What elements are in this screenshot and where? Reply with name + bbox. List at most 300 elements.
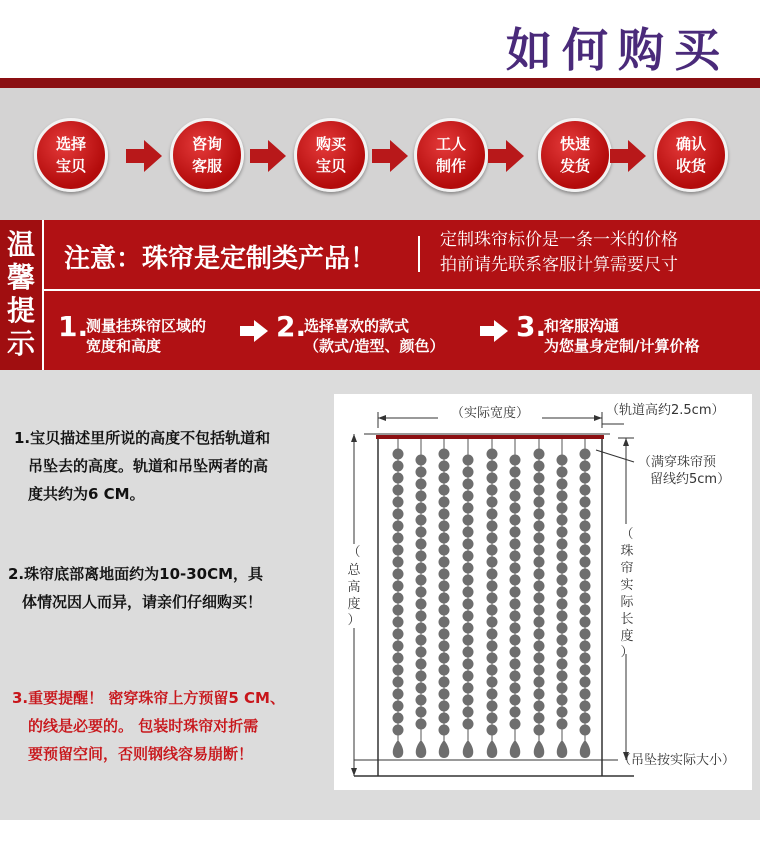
bead [580, 509, 591, 520]
vertical-char: 际 [620, 595, 634, 610]
bead [557, 479, 568, 490]
bead [487, 689, 498, 700]
bead [534, 521, 545, 532]
bead [393, 569, 404, 580]
bead [534, 473, 545, 484]
note-line: 2.珠帘底部离地面约为10-30CM，具 [8, 565, 264, 583]
step-fast-delivery [538, 118, 612, 192]
step-select-item [34, 118, 108, 192]
bead [557, 467, 568, 478]
bead [393, 605, 404, 616]
bead [557, 587, 568, 598]
bead [393, 509, 404, 520]
purchase-steps [0, 88, 760, 220]
bead [510, 623, 521, 634]
bead [557, 599, 568, 610]
step-consult-service [170, 118, 244, 192]
bead [510, 611, 521, 622]
bead [463, 695, 474, 706]
bead-strand [557, 439, 568, 758]
bead [510, 479, 521, 490]
bead [580, 557, 591, 568]
bead [557, 623, 568, 634]
bead [393, 689, 404, 700]
vertical-char: 度 [620, 629, 634, 644]
note-important-reminder [12, 684, 285, 768]
vertical-char: （ [347, 545, 361, 560]
bead [534, 605, 545, 616]
note-height-exclusion [14, 424, 270, 508]
bead [510, 527, 521, 538]
tip-contact-service [544, 316, 699, 356]
bead [557, 539, 568, 550]
bead [557, 611, 568, 622]
vertical-char: 实 [620, 578, 634, 593]
bead [393, 449, 404, 460]
bead [510, 659, 521, 670]
arrow-right-icon [390, 140, 408, 172]
bead [439, 617, 450, 628]
bead [487, 701, 498, 712]
bead [416, 479, 427, 490]
total-height-label [347, 545, 361, 628]
bead [463, 455, 474, 466]
bead [557, 683, 568, 694]
bead [463, 575, 474, 586]
bead [463, 635, 474, 646]
bead [393, 521, 404, 532]
bead [510, 575, 521, 586]
bead [393, 653, 404, 664]
curtain-rail [376, 435, 604, 439]
bead [487, 581, 498, 592]
tip-line: 宽度和高度 [86, 337, 162, 355]
bead [534, 449, 545, 460]
bead [510, 551, 521, 562]
bead [393, 701, 404, 712]
vertical-char: 长 [620, 612, 634, 627]
bead [416, 611, 427, 622]
bead [557, 671, 568, 682]
arrow-right-icon [144, 140, 162, 172]
bead [487, 641, 498, 652]
bead [580, 653, 591, 664]
note-floor-distance [8, 560, 263, 616]
bead [510, 671, 521, 682]
step-label: 确认 [675, 135, 706, 153]
bead [510, 647, 521, 658]
vertical-char: 珠 [620, 544, 634, 559]
bead [510, 695, 521, 706]
bead-strands [393, 439, 591, 758]
bead [487, 617, 498, 628]
bead [487, 461, 498, 472]
bead [463, 623, 474, 634]
vertical-char: ） [347, 613, 361, 628]
tip-line: （款式/造型、颜色） [304, 337, 445, 355]
step-label: 发货 [559, 157, 590, 175]
bead [439, 641, 450, 652]
bead [580, 605, 591, 616]
bead [534, 593, 545, 604]
bead [557, 707, 568, 718]
bead [534, 581, 545, 592]
bead-strand [416, 439, 427, 758]
tip-line: 为您量身定制/计算价格 [544, 337, 700, 355]
bead [487, 569, 498, 580]
bead [463, 515, 474, 526]
bead [463, 587, 474, 598]
bead [463, 611, 474, 622]
tips-side-label [0, 220, 44, 370]
note-line: 3.重要提醒！ 密穿珠帘上方预留5 CM、 [12, 689, 285, 707]
bead [580, 449, 591, 460]
bead [580, 581, 591, 592]
bead [557, 659, 568, 670]
bead [439, 521, 450, 532]
bead [487, 521, 498, 532]
bead [557, 719, 568, 730]
tip-line: 和客服沟通 [544, 317, 620, 335]
step-label: 收货 [675, 157, 706, 175]
note-line: 1.宝贝描述里所说的高度不包括轨道和 [14, 429, 271, 447]
bead [463, 719, 474, 730]
bead [416, 623, 427, 634]
bead [439, 497, 450, 508]
bead [510, 539, 521, 550]
bead [580, 677, 591, 688]
actual-width-label: （实际宽度） [450, 406, 530, 421]
bead [510, 563, 521, 574]
bead [534, 485, 545, 496]
bead [580, 569, 591, 580]
bead [580, 701, 591, 712]
bead-strand [439, 439, 450, 758]
pricing-note [440, 228, 678, 278]
side-char: 示 [6, 327, 35, 360]
bead [580, 665, 591, 676]
bead [534, 713, 545, 724]
bead [416, 635, 427, 646]
bead [557, 635, 568, 646]
bead [463, 671, 474, 682]
bead [534, 701, 545, 712]
step-label: 客服 [191, 157, 222, 175]
bead [393, 593, 404, 604]
bead [580, 617, 591, 628]
warm-tips [0, 220, 760, 370]
pendant-drop [487, 740, 498, 758]
bead [557, 575, 568, 586]
bead [580, 521, 591, 532]
bead [510, 707, 521, 718]
bead [439, 461, 450, 472]
side-char: 馨 [6, 261, 35, 294]
bead [416, 539, 427, 550]
bead [463, 467, 474, 478]
step-label: 购买 [315, 135, 346, 153]
bead [557, 515, 568, 526]
bead [416, 695, 427, 706]
bead [439, 713, 450, 724]
bead [416, 503, 427, 514]
step-confirm-receipt [654, 118, 728, 192]
bead [557, 503, 568, 514]
bead [439, 449, 450, 460]
bead [487, 545, 498, 556]
bead [510, 467, 521, 478]
tip-choose-style [304, 316, 444, 356]
bead [416, 551, 427, 562]
bead [463, 539, 474, 550]
bead [416, 683, 427, 694]
arrow-right-icon [506, 140, 524, 172]
bead [580, 497, 591, 508]
bead [393, 473, 404, 484]
bead [487, 665, 498, 676]
bead [439, 677, 450, 688]
bead [557, 491, 568, 502]
bead [510, 491, 521, 502]
reserve-line-label: （满穿珠帘预 [638, 455, 717, 470]
bead [487, 449, 498, 460]
step-label: 宝贝 [55, 157, 86, 175]
bead [534, 497, 545, 508]
bead [416, 659, 427, 670]
note-line: 的线是必要的。 包装时珠帘对折需 [28, 717, 259, 735]
bead [534, 653, 545, 664]
bead [534, 665, 545, 676]
vertical-char: 总 [347, 563, 361, 578]
tip-number: 2. [276, 310, 307, 343]
bead [393, 533, 404, 544]
arrow-right-icon [268, 140, 286, 172]
vertical-char: 高 [347, 580, 361, 595]
bead [463, 527, 474, 538]
bead [416, 599, 427, 610]
bead [557, 695, 568, 706]
bead [534, 689, 545, 700]
bead [557, 563, 568, 574]
bead [487, 725, 498, 736]
arrowhead-icon [351, 434, 357, 442]
bead [510, 587, 521, 598]
bead [580, 713, 591, 724]
bead [393, 641, 404, 652]
bead [416, 707, 427, 718]
bead [487, 509, 498, 520]
bead [580, 641, 591, 652]
bead [487, 677, 498, 688]
curtain-diagram [334, 394, 752, 790]
bead [439, 665, 450, 676]
step-label: 咨询 [191, 135, 222, 153]
bead [580, 473, 591, 484]
bead [487, 653, 498, 664]
bead [416, 575, 427, 586]
header-divider [0, 78, 760, 88]
bead [439, 509, 450, 520]
bead [439, 689, 450, 700]
bead [580, 545, 591, 556]
bead [510, 599, 521, 610]
page-title: 如何购买 [506, 23, 730, 77]
bead [580, 689, 591, 700]
bead [416, 647, 427, 658]
note-line: 要预留空间，否则钢线容易崩断！ [28, 745, 254, 763]
pendant-drop [534, 740, 545, 758]
bead [393, 485, 404, 496]
page-bottom [0, 820, 760, 841]
bead [580, 485, 591, 496]
bead [557, 551, 568, 562]
bead [580, 461, 591, 472]
bead [510, 503, 521, 514]
pendant-drop [510, 740, 521, 758]
note-line: 体情况因人而异，请亲们仔细购买！ [22, 593, 263, 611]
reserve-line-label: 留线约5cm） [650, 472, 731, 487]
arrowhead-icon [594, 415, 602, 421]
bead [510, 683, 521, 694]
step-label: 快速 [559, 135, 590, 153]
bead-strand [580, 439, 591, 758]
bead [534, 617, 545, 628]
tip-measure [86, 316, 206, 356]
arrowhead-icon [623, 438, 629, 446]
step-label: 宝贝 [315, 157, 346, 175]
step-label: 制作 [435, 157, 466, 175]
bead [416, 563, 427, 574]
bead [557, 647, 568, 658]
bead [463, 563, 474, 574]
bead [439, 701, 450, 712]
pendant-drop [416, 740, 427, 758]
bead [416, 587, 427, 598]
bead [393, 617, 404, 628]
bead [487, 533, 498, 544]
bead [534, 461, 545, 472]
bead [487, 713, 498, 724]
bead [439, 545, 450, 556]
note-line: 度共约为6 CM。 [28, 485, 145, 503]
bead [393, 713, 404, 724]
bead [580, 593, 591, 604]
bead [487, 605, 498, 616]
arrow-right-icon [254, 320, 268, 342]
bead [580, 533, 591, 544]
bead [439, 569, 450, 580]
bead [416, 455, 427, 466]
bead [393, 545, 404, 556]
bead [487, 557, 498, 568]
pendant-drop [393, 740, 404, 758]
bead [534, 509, 545, 520]
vertical-char: 帘 [620, 561, 634, 576]
bead [534, 641, 545, 652]
bead [393, 665, 404, 676]
bead [510, 719, 521, 730]
pendant-drop [439, 740, 450, 758]
bead [439, 473, 450, 484]
tip-number: 1. [58, 310, 89, 343]
bead [463, 683, 474, 694]
arrow-right-icon [494, 320, 508, 342]
pendant-drop [580, 740, 591, 758]
bead-strand [463, 439, 474, 758]
vertical-char: （ [620, 527, 634, 542]
bead [393, 497, 404, 508]
bead-strand [534, 439, 545, 758]
arrow-right-icon [628, 140, 646, 172]
bead [487, 473, 498, 484]
tips-divider [44, 289, 760, 291]
bead [534, 545, 545, 556]
bead [463, 707, 474, 718]
bead [487, 629, 498, 640]
bead [416, 719, 427, 730]
bead [463, 479, 474, 490]
side-char: 提 [6, 294, 35, 327]
bead [580, 725, 591, 736]
curtain-diagram-svg [334, 394, 752, 790]
bead [439, 593, 450, 604]
bead [416, 491, 427, 502]
bead [439, 725, 450, 736]
bead-strand [487, 439, 498, 758]
bead [393, 461, 404, 472]
vertical-char: ） [620, 645, 634, 660]
tips-separator [418, 236, 420, 272]
bead [534, 629, 545, 640]
bead [439, 653, 450, 664]
bead [439, 581, 450, 592]
bead-strand [393, 439, 404, 758]
bead [463, 647, 474, 658]
pendant-drop [557, 740, 568, 758]
bead [534, 725, 545, 736]
bead [463, 491, 474, 502]
arrowhead-icon [378, 415, 386, 421]
bead [393, 581, 404, 592]
custom-product-notice: 注意：珠帘是定制类产品！ [64, 244, 377, 274]
header [0, 0, 760, 88]
tip-line: 测量挂珠帘区域的 [86, 317, 207, 335]
pricing-line: 定制珠帘标价是一条一米的价格 [440, 230, 678, 250]
tip-number: 3. [516, 310, 547, 343]
pendant-drop [463, 740, 474, 758]
bead [393, 629, 404, 640]
step-production [414, 118, 488, 192]
bead [463, 503, 474, 514]
note-line: 吊坠去的高度。轨道和吊坠两者的高 [28, 457, 269, 475]
step-buy-item [294, 118, 368, 192]
bead [534, 569, 545, 580]
bead [439, 485, 450, 496]
bead [393, 725, 404, 736]
bead [393, 677, 404, 688]
bead [463, 599, 474, 610]
bead [487, 497, 498, 508]
step-label: 选择 [55, 135, 86, 153]
bead [534, 557, 545, 568]
bead-strand [510, 439, 521, 758]
bead [463, 551, 474, 562]
bead [439, 629, 450, 640]
bead [416, 467, 427, 478]
arrowhead-icon [351, 768, 357, 776]
bead [439, 533, 450, 544]
vertical-char: 度 [347, 597, 361, 612]
